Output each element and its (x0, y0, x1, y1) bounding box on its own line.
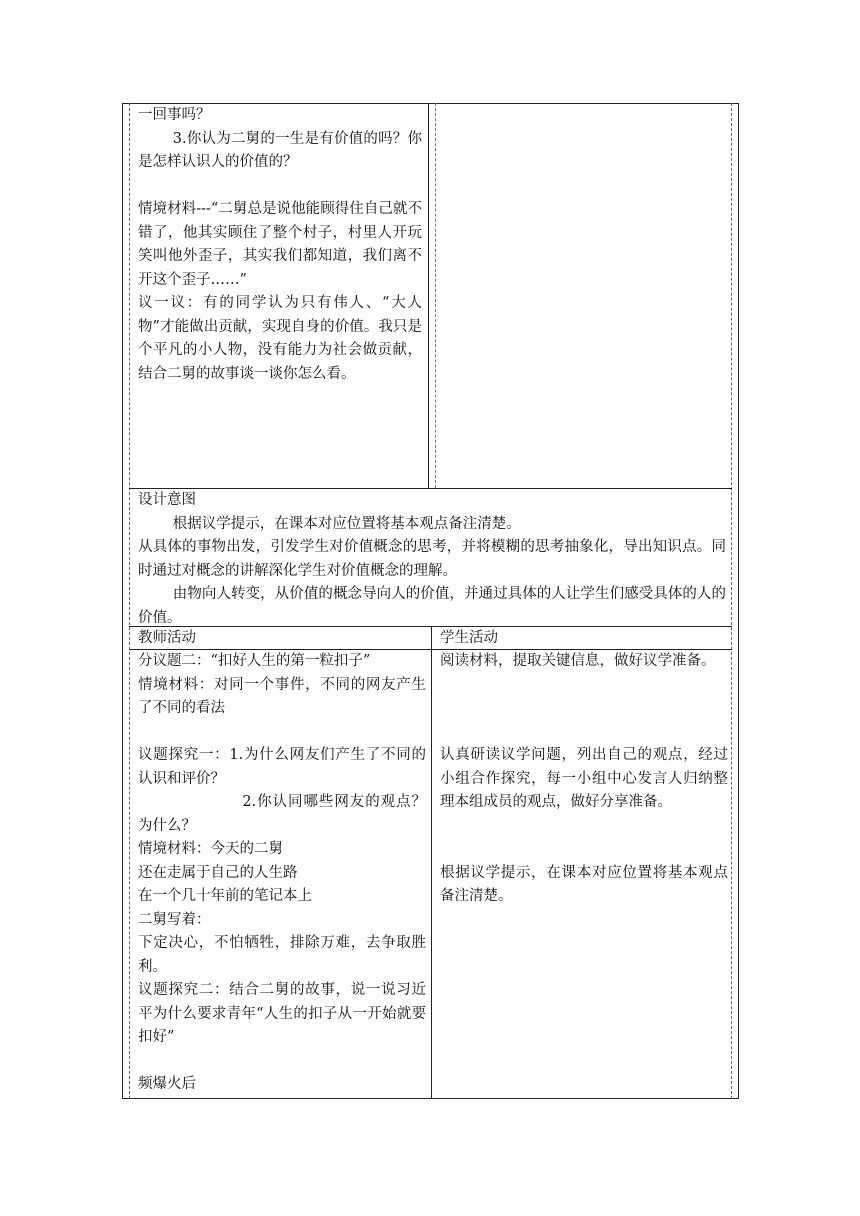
blank-line (138, 1050, 426, 1074)
blank-line (440, 674, 728, 698)
top-left-cell (138, 104, 422, 386)
inquiry-two: 议题探究二：结合二舅的故事，说一说习近平为什么要求青年“人生的扣子从一开始就要扣好” (138, 982, 426, 1045)
scenario-line-4: 二舅写着： (138, 911, 211, 928)
blank-line (440, 838, 728, 862)
question-continuation: 一回事吗？ (138, 107, 211, 123)
blank-line (440, 815, 728, 839)
design-intent-heading: 设计意图 (138, 492, 196, 508)
inquiry-one-q2: 2.你认同哪些网友的观点？为什么？ (138, 794, 426, 834)
blank-line (138, 721, 426, 745)
teacher-activity-cell (138, 650, 426, 1097)
question-3: 3.你认为二舅的一生是有价值的吗？你是怎样认识人的价值的？ (138, 130, 422, 170)
student-activity-header: 学生活动 (440, 630, 498, 646)
scenario-line-5: 下定决心，不怕牺牲，排除万难，去争取胜利。 (138, 935, 426, 975)
teacher-activity-header: 教师活动 (138, 630, 196, 646)
trailing-text: 频爆火后 (138, 1076, 196, 1092)
scenario-line-3: 在一个几十年前的笔记本上 (138, 888, 312, 904)
activity-column-divider-dashed (435, 103, 436, 488)
top-column-divider (428, 103, 429, 488)
blank-line (440, 721, 728, 745)
teacher-scenario-2: 情境材料：今天的二舅 (138, 841, 283, 857)
design-intent-cell (138, 489, 726, 630)
discussion-prompt: 议一议：有的同学认为只有伟人、“大人物”才能做出贡献，实现自身的价值。我只是个平凡的小人物，没有能力为社会做贡献，结合二舅的故事谈一谈你怎么看。 (138, 295, 422, 382)
design-intent-line-3: 由物向人转变，从价值的概念导向人的价值，并通过具体的人让学生们感受具体的人的价值。 (138, 586, 726, 626)
inquiry-one-q1: 议题探究一：1.为什么网友们产生了不同的认识和评价？ (138, 747, 426, 787)
student-activity-cell (440, 650, 728, 909)
design-intent-line-2: 从具体的事物出发，引发学生对价值概念的思考，并将模糊的思考抽象化，导出知识点。同时通过对概念的讲解深化学生对价值概念的理解。 (138, 539, 726, 579)
blank-line (440, 697, 728, 721)
student-activity-1: 阅读材料，提取关键信息，做好议学准备。 (440, 653, 716, 669)
blank-line (138, 175, 422, 199)
scenario-material: 情境材料---“二舅总是说他能顾得住自己就不错了，他其实顾住了整个村子，村里人开玩笑叫他外歪子，其实我们都知道，我们离不开这个歪子……” (138, 201, 422, 288)
sub-topic-two: 分议题二：“扣好人生的第一粒扣子” (138, 653, 371, 669)
activity-column-divider (431, 626, 432, 1099)
student-activity-3: 根据议学提示，在课本对应位置将基本观点备注清楚。 (440, 864, 728, 904)
scenario-line-2: 还在走属于自己的人生路 (138, 864, 298, 881)
design-intent-line-1: 根据议学提示，在课本对应位置将基本观点备注清楚。 (172, 515, 521, 532)
student-activity-2: 认真研读议学问题，列出自己的观点，经过小组合作探究，每一小组中心发言人归纳整理本组成员的观点，做好分享准备。 (440, 747, 728, 810)
teacher-scenario-1: 情境材料：对同一个事件，不同的网友产生了不同的看法 (138, 676, 426, 716)
